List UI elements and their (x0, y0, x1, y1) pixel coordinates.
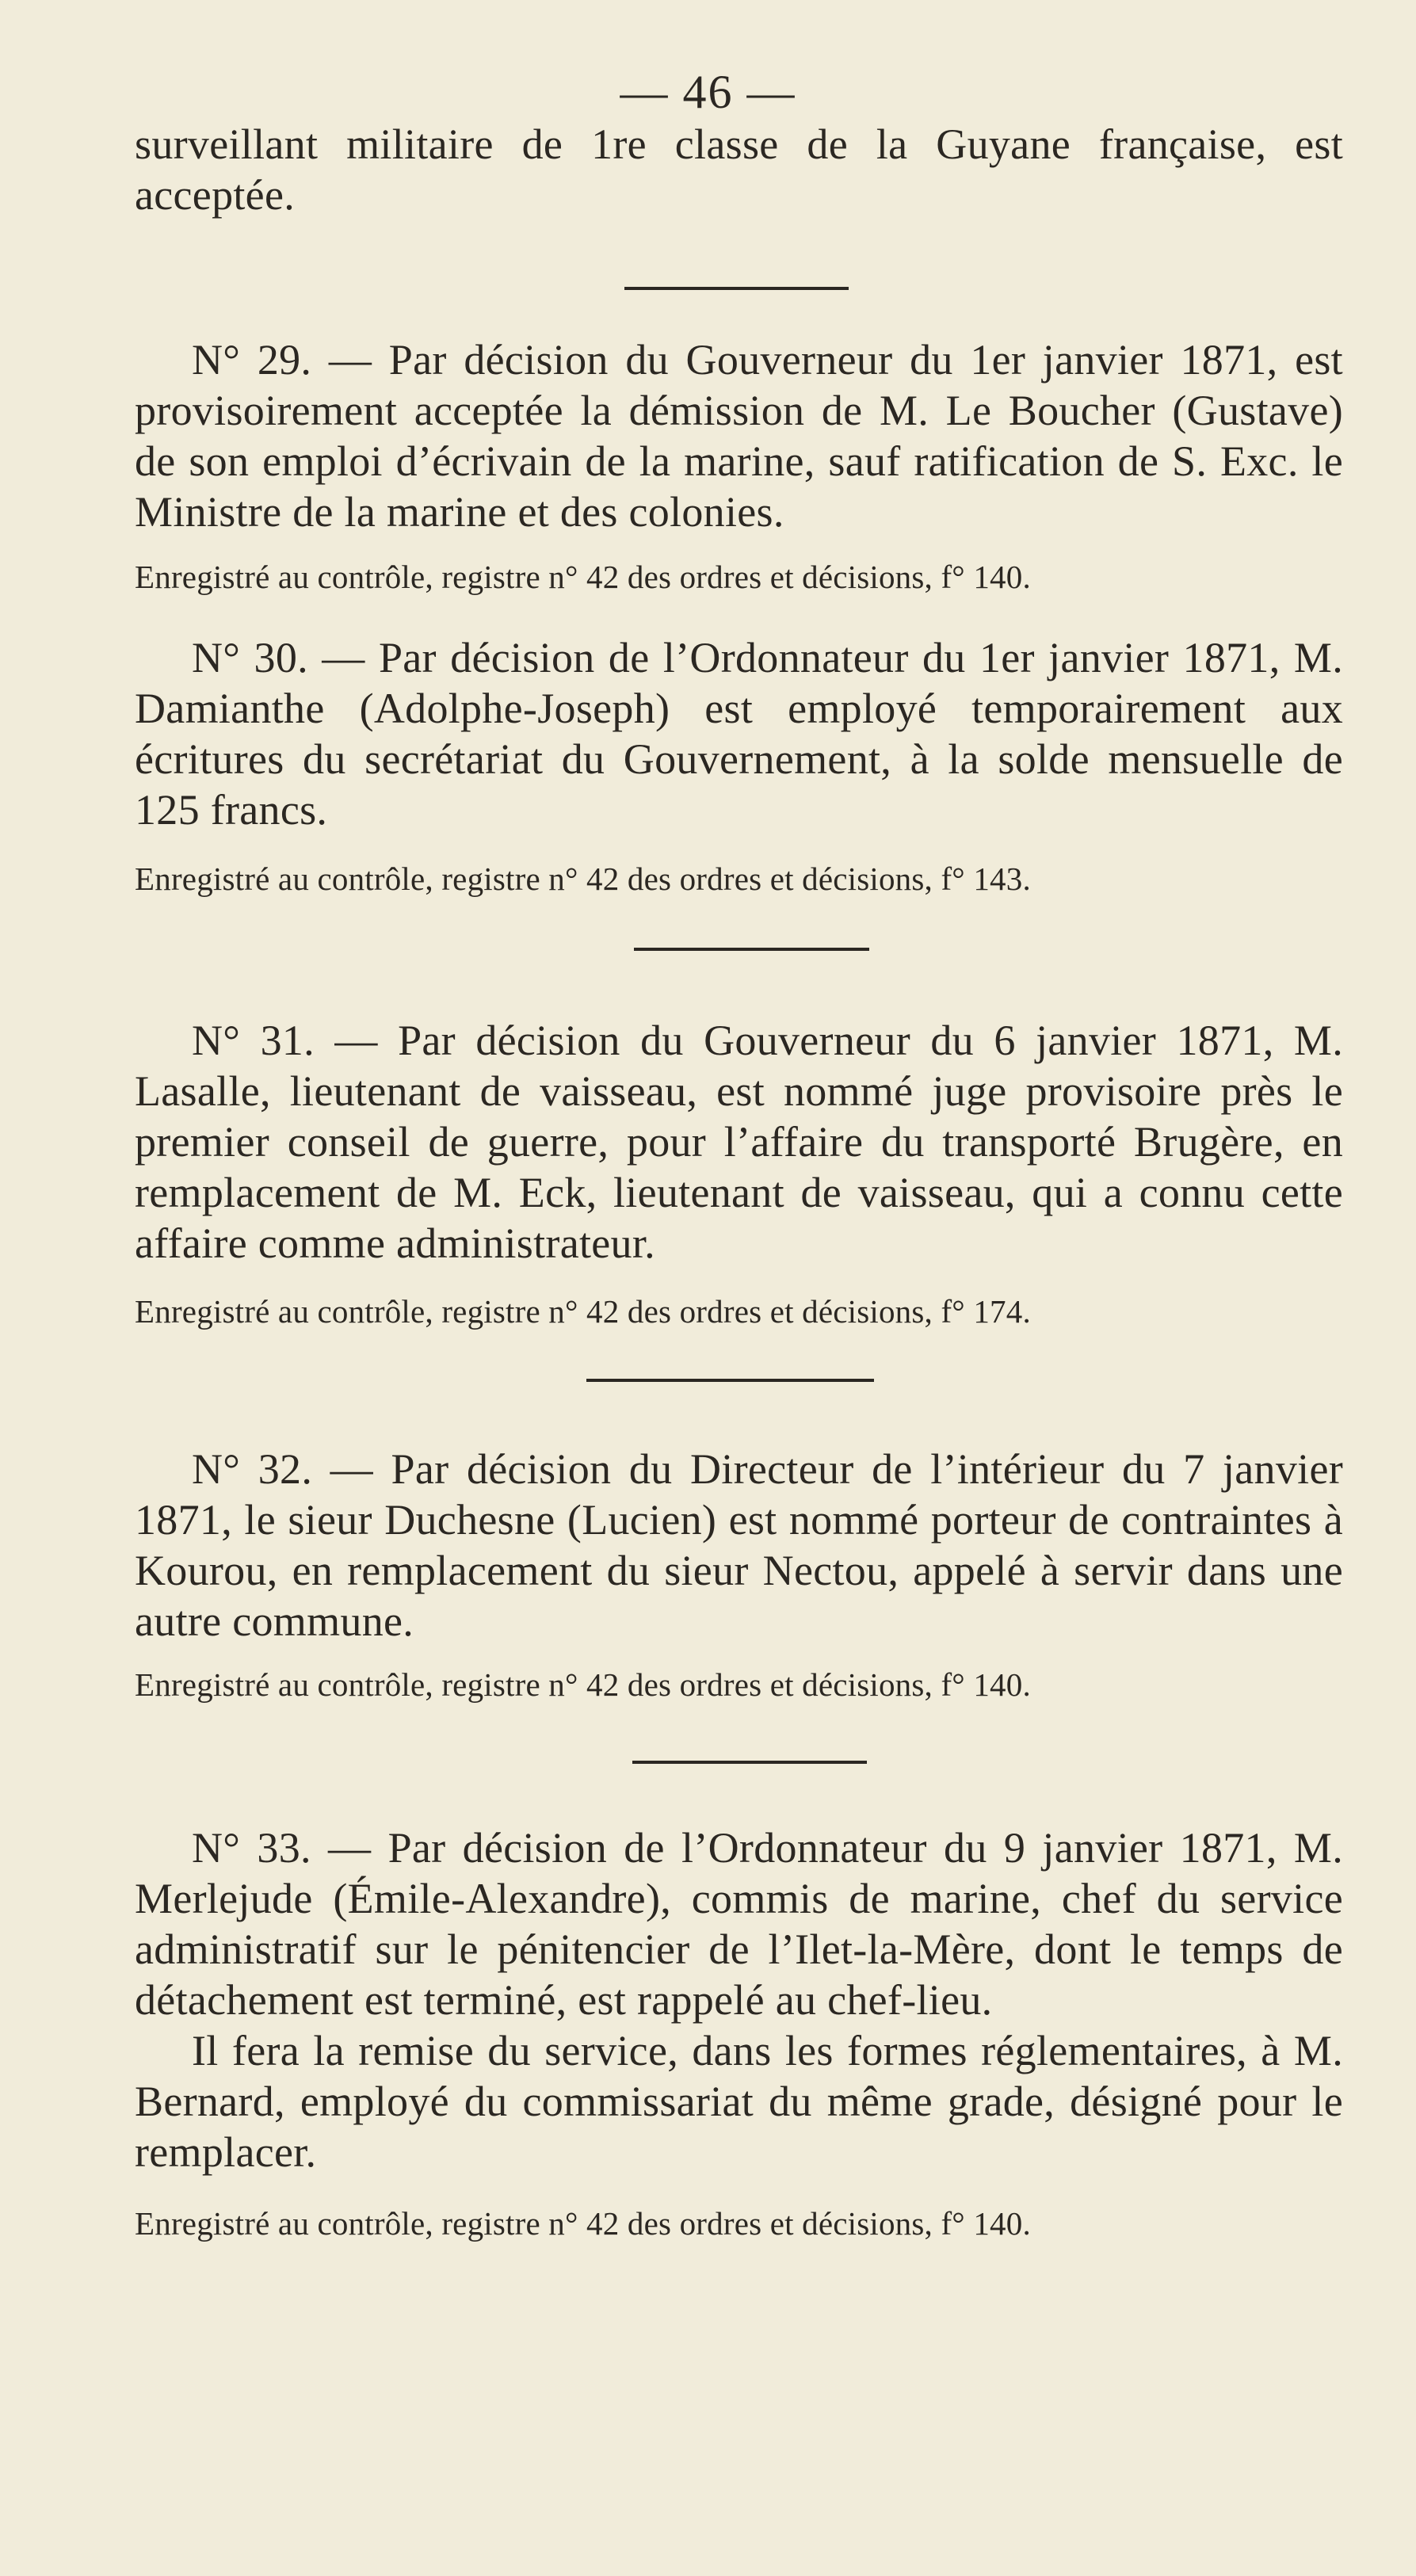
entry-30-body: N° 30. — Par décision de l’Ordonnateur du 1er janvier 1871, M. Damianthe (Adolphe-Joseph) est employé temporairement aux écritures du secrétariat du Gouvernement, à la solde mensuelle de 125 francs. (135, 634, 1343, 834)
separator-rule (586, 1379, 874, 1382)
entry-31-body: N° 31. — Par décision du Gouverneur du 6 janvier 1871, M. Lasalle, lieutenant de vaisseau, est nommé juge provisoire près le premier conseil de guerre, pour l’affaire du transporté Brugère, en remplacement de M. Eck, lieutenant de vaisseau, qui a connu cette affaire comme administrateur. (135, 1017, 1343, 1267)
entry-29-registration: Enregistré au contrôle, registre n° 42 des ordres et décisions, f° 140. (135, 559, 1031, 595)
entry-33 (135, 1822, 1343, 2177)
intro-paragraph (135, 119, 1343, 220)
entry-32 (135, 1444, 1343, 1647)
separator-rule (624, 287, 849, 290)
entry-29-body: N° 29. — Par décision du Gouverneur du 1er janvier 1871, est provisoirement acceptée la démission de M. Le Boucher (Gustave) de son emploi d’écrivain de la marine, sauf ratification de S. Exc. le Ministre de la marine et des colonies. (135, 336, 1343, 536)
entry-32-registration: Enregistré au contrôle, registre n° 42 des ordres et décisions, f° 140. (135, 1666, 1031, 1703)
entry-30 (135, 632, 1343, 835)
separator-rule (632, 1761, 867, 1764)
entry-31-registration: Enregistré au contrôle, registre n° 42 des ordres et décisions, f° 174. (135, 1293, 1031, 1330)
entry-32-body: N° 32. — Par décision du Directeur de l’intérieur du 7 janvier 1871, le sieur Duchesne (Lucien) est nommé porteur de contraintes à Kourou, en remplacement du sieur Nectou, appelé à servir dans une autre commune. (135, 1445, 1343, 1645)
entry-33-registration: Enregistré au contrôle, registre n° 42 des ordres et décisions, f° 140. (135, 2205, 1031, 2242)
entry-29 (135, 334, 1343, 537)
entry-31 (135, 1015, 1343, 1269)
intro-text: surveillant militaire de 1re classe de la Guyane française, est acceptée. (135, 120, 1343, 219)
entry-33-body-continued: Il fera la remise du service, dans les formes réglementaires, à M. Bernard, employé du commissariat du même grade, désigné pour le remplacer. (135, 2027, 1343, 2176)
entry-30-registration: Enregistré au contrôle, registre n° 42 des ordres et décisions, f° 143. (135, 861, 1031, 897)
entry-33-body: N° 33. — Par décision de l’Ordonnateur du 9 janvier 1871, M. Merlejude (Émile-Alexandre), commis de marine, chef du service administratif sur le pénitencier de l’Ilet-la-Mère, dont le temps de détachement est terminé, est rappelé au chef-lieu. (135, 1824, 1343, 2024)
page-number: — 46 — (620, 66, 796, 118)
separator-rule (634, 948, 869, 951)
